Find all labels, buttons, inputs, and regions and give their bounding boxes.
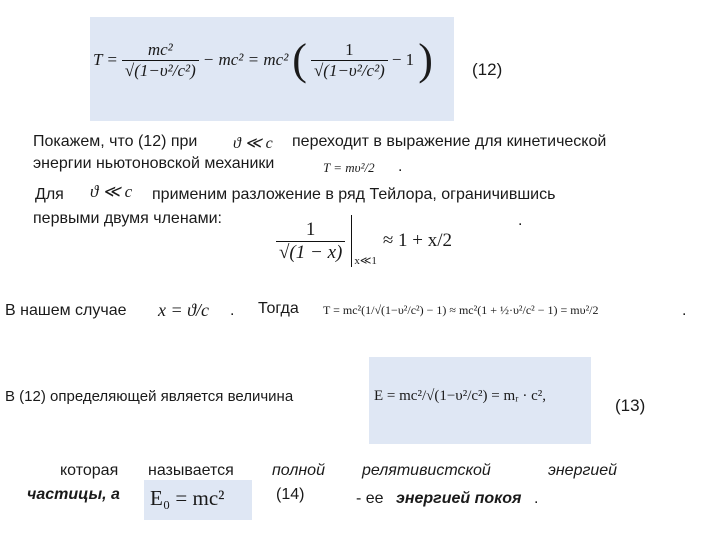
- line7-text-e: энергией: [548, 462, 618, 479]
- formula-12-frac1: [122, 40, 199, 81]
- line2-dot: .: [398, 158, 403, 175]
- formula-12-num2: 1: [345, 39, 354, 59]
- formula-12-lhs: T =: [93, 50, 118, 69]
- formula-12-paren-left: (: [292, 35, 307, 84]
- line5-dot: .: [230, 302, 235, 319]
- taylor-frac: [276, 219, 345, 264]
- line5-formula: T = mc²(1/√(1−υ²/c²) − 1) ≈ mc²(1 + ½·υ²/c² − 1) = mυ²/2: [323, 303, 599, 317]
- line2-formula: T = mυ²/2: [323, 160, 375, 175]
- formula-12-paren-right: ): [418, 35, 433, 84]
- formula-12-den2: √(1−υ²/c²): [311, 60, 388, 81]
- formula-12-label: (12): [472, 60, 503, 79]
- line3-text-b: применим разложение в ряд Тейлора, ограничившись: [152, 186, 556, 203]
- line7-text-f: частицы, а: [27, 486, 120, 503]
- formula-12-frac2: [311, 40, 388, 81]
- line6-text-a: В (12) определяющей является величина: [5, 388, 294, 405]
- line5-x-definition: x = ϑ/c: [158, 300, 209, 320]
- taylor-subscript: x≪1: [354, 255, 377, 267]
- line5-text-a: В нашем случае: [5, 302, 127, 319]
- line4-dot: .: [518, 212, 523, 229]
- formula-12-num1: mc²: [147, 39, 173, 59]
- line1-text-a: Покажем, что (12) при: [33, 133, 198, 150]
- line5-text-b: Тогда: [258, 300, 299, 317]
- line7-end: .: [534, 490, 539, 507]
- taylor-den: √(1 − x): [276, 241, 345, 264]
- taylor-rhs: ≈ 1 + x/2: [382, 230, 453, 251]
- line7-text-h: энергией покоя: [396, 490, 522, 507]
- formula-14: E₀ = mc²: [150, 486, 225, 510]
- line3-text-a: Для: [35, 186, 64, 203]
- line3-condition: ϑ ≪ c: [90, 182, 133, 201]
- line2-text-a: энергии ньютоновской механики: [33, 155, 275, 172]
- formula-12: [93, 35, 433, 84]
- formula-13-label: (13): [615, 396, 646, 415]
- line4-text-a: первыми двумя членами:: [33, 210, 222, 227]
- formula-12-mid: − mc² = mc²: [202, 50, 289, 69]
- line1-text-b: переходит в выражение для кинетической: [292, 133, 607, 150]
- line1-condition: ϑ ≪ c: [233, 135, 273, 152]
- formula-12-tail: − 1: [391, 50, 415, 69]
- taylor-num: 1: [305, 218, 316, 240]
- line7-text-d: релятивистской: [362, 462, 491, 479]
- formula-14-label: (14): [276, 486, 305, 503]
- line7-text-b: называется: [148, 462, 234, 479]
- formula-12-den1: √(1−υ²/c²): [122, 60, 199, 81]
- formula-13: E = mc²/√(1−υ²/c²) = mᵣ · c²,: [374, 388, 547, 404]
- line7-text-a: которая: [60, 462, 119, 479]
- taylor-formula: [276, 215, 452, 267]
- line7-text-g: - ее: [356, 490, 384, 507]
- taylor-eval-bar: [351, 215, 377, 267]
- line5-end: .: [682, 302, 687, 319]
- line7-text-c: полной: [272, 462, 325, 479]
